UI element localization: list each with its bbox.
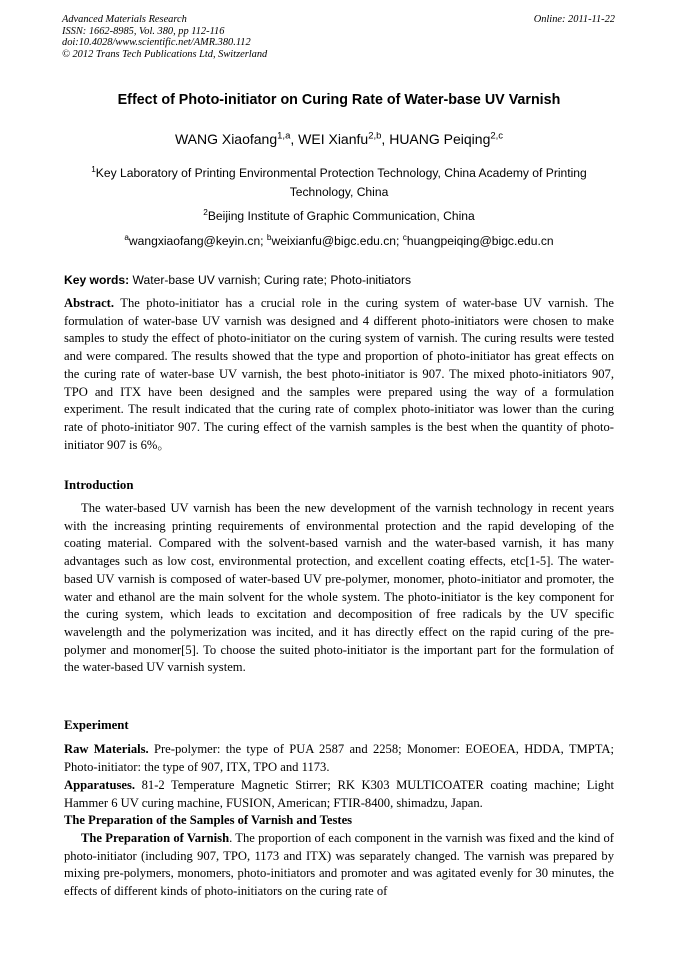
introduction-paragraph — [64, 500, 614, 677]
apparatuses-text: 81-2 Temperature Magnetic Stirrer; RK K303 MULTICOATER coating machine; Light Hammer 6 UV curing machine, FUSION, American; FTIR-8400, shimadzu, Japan. — [64, 778, 614, 810]
abstract-label: Abstract. — [64, 296, 115, 310]
varnish-preparation-paragraph — [64, 830, 614, 901]
email: weixianfu@bigc.edu.cn; — [271, 234, 403, 248]
affiliation-sup: 1 — [91, 164, 96, 174]
affiliation-2 — [78, 207, 600, 226]
apparatuses-label: Apparatuses. — [64, 778, 136, 792]
varnish-preparation-label: The Preparation of Varnish — [81, 831, 230, 845]
keywords-label: Key words: — [64, 273, 130, 287]
author-name: HUANG Peiqing — [389, 131, 491, 147]
introduction-text: The water-based UV varnish has been the new development of the varnish technology in recent years with the increasing printing requirements of environmental protection and the rapid developing of the coating material. Compared with the solvent-based varnish and the water-based varnish, it has many advantages such as low cost, environmental protection, and excellent coating effects, etc[1-5]. The water-based UV varnish is composed of water-based UV pre-polymer, monomer, photo-initiator and promoter, the water and ethanol are the main solvent for the whole system. The photo-initiator is the key component for the curing system, which leads to excitation and decomposition of free radicals by the UV specific wavelength and the polymerization was incited, and it has directly effect on the rapid curing of the pre-polymer and monomer[5]. To choose the suited photo-initiator is the important part for the formulation of the water-based UV varnish system. — [64, 501, 614, 675]
email-sup: c — [402, 232, 407, 242]
journal-doi: doi:10.4028/www.scientific.net/AMR.380.112 — [62, 37, 251, 49]
paper-title: Effect of Photo-initiator on Curing Rate of Water-base UV Varnish — [117, 92, 561, 108]
author-list: WANG Xiaofang$^{1,a}$, WEI Xianfu$^{2,b}$, HUANG Peiqing$^{2,c}$ — [174, 130, 504, 147]
journal-issn: ISSN: 1662-8985, Vol. 380, pp 112-116 — [62, 25, 225, 37]
raw-materials-paragraph — [64, 741, 614, 776]
varnish-preparation-text: . The proportion of each component in the varnish was fixed and the kind of photo-initiator (including 907, TPO, 1173 and ITX) was separately changed. The varnish was prepared by mixing pre-polymers, monomers, photo-initiators and promoter and was agitated evenly for 30 minutes, the effects of different kinds of photo-initiators on the curing rate of — [64, 831, 614, 899]
abstract — [64, 295, 614, 454]
author-sup: 2,b — [368, 130, 382, 142]
affiliation-text: Beijing Institute of Graphic Communication, China — [207, 209, 475, 223]
email-sup: a — [124, 232, 129, 242]
apparatuses-paragraph — [64, 777, 614, 812]
email: huangpeiqing@bigc.edu.cn — [406, 234, 554, 248]
journal-header — [62, 14, 615, 60]
author-name: WANG Xiaofang — [174, 131, 278, 147]
raw-materials-label: Raw Materials. — [64, 742, 149, 756]
experiment-heading: Experiment — [64, 718, 129, 732]
author-name: WEI Xianfu — [298, 131, 369, 147]
keywords-text: Water-base UV varnish; Curing rate; Photo-initiators — [129, 273, 412, 287]
introduction-heading: Introduction — [64, 478, 134, 492]
keywords — [64, 273, 411, 287]
affiliation-text: Key Laboratory of Printing Environmental Protection Technology, China Academy of Printing Technology, China — [95, 166, 587, 199]
affiliation-1 — [78, 164, 600, 202]
email-sup: b — [266, 232, 272, 242]
author-sup: 2,c — [490, 130, 504, 142]
affiliation-sup: 2 — [203, 207, 208, 217]
abstract-text: The photo-initiator has a crucial role in the curing system of water-base UV varnish. The formulation of water-base UV varnish was designed and 4 different photo-initiators were chosen to make samples to study the effect of photo-initiator on the curing system of varnish. The curing results were tested and were compared. The results showed that the type and proportion of photo-initiator has great effects on the curing rate of water-base UV varnish, the best photo-initiator is 907. The mixed photo-initiators 907, TPO and ITX have been designed and the samples were prepared using the way of a formulation experiment. The result indicated that the curing rate of complex photo-initiator was lower than the curing rate of photo-initiator 907. The curing effect of the varnish samples is the best when the quantity of photo-initiator 907 is 6%。 — [64, 296, 614, 452]
author-emails — [78, 232, 600, 251]
journal-name: Advanced Materials Research — [62, 14, 187, 25]
author-sup: 1,a — [277, 130, 291, 142]
preparation-heading: The Preparation of the Samples of Varnish and Testes — [64, 813, 353, 827]
email: wangxiaofang@keyin.cn; — [128, 234, 267, 248]
online-date: Online: 2011-11-22 — [533, 14, 615, 25]
journal-copyright: © 2012 Trans Tech Publications Ltd, Switzerland — [62, 48, 268, 60]
raw-materials-text: Pre-polymer: the type of PUA 2587 and 2258; Monomer: EOEOEA, HDDA, TMPTA; Photo-initiator: the type of 907, ITX, TPO and 1173. — [64, 742, 614, 774]
